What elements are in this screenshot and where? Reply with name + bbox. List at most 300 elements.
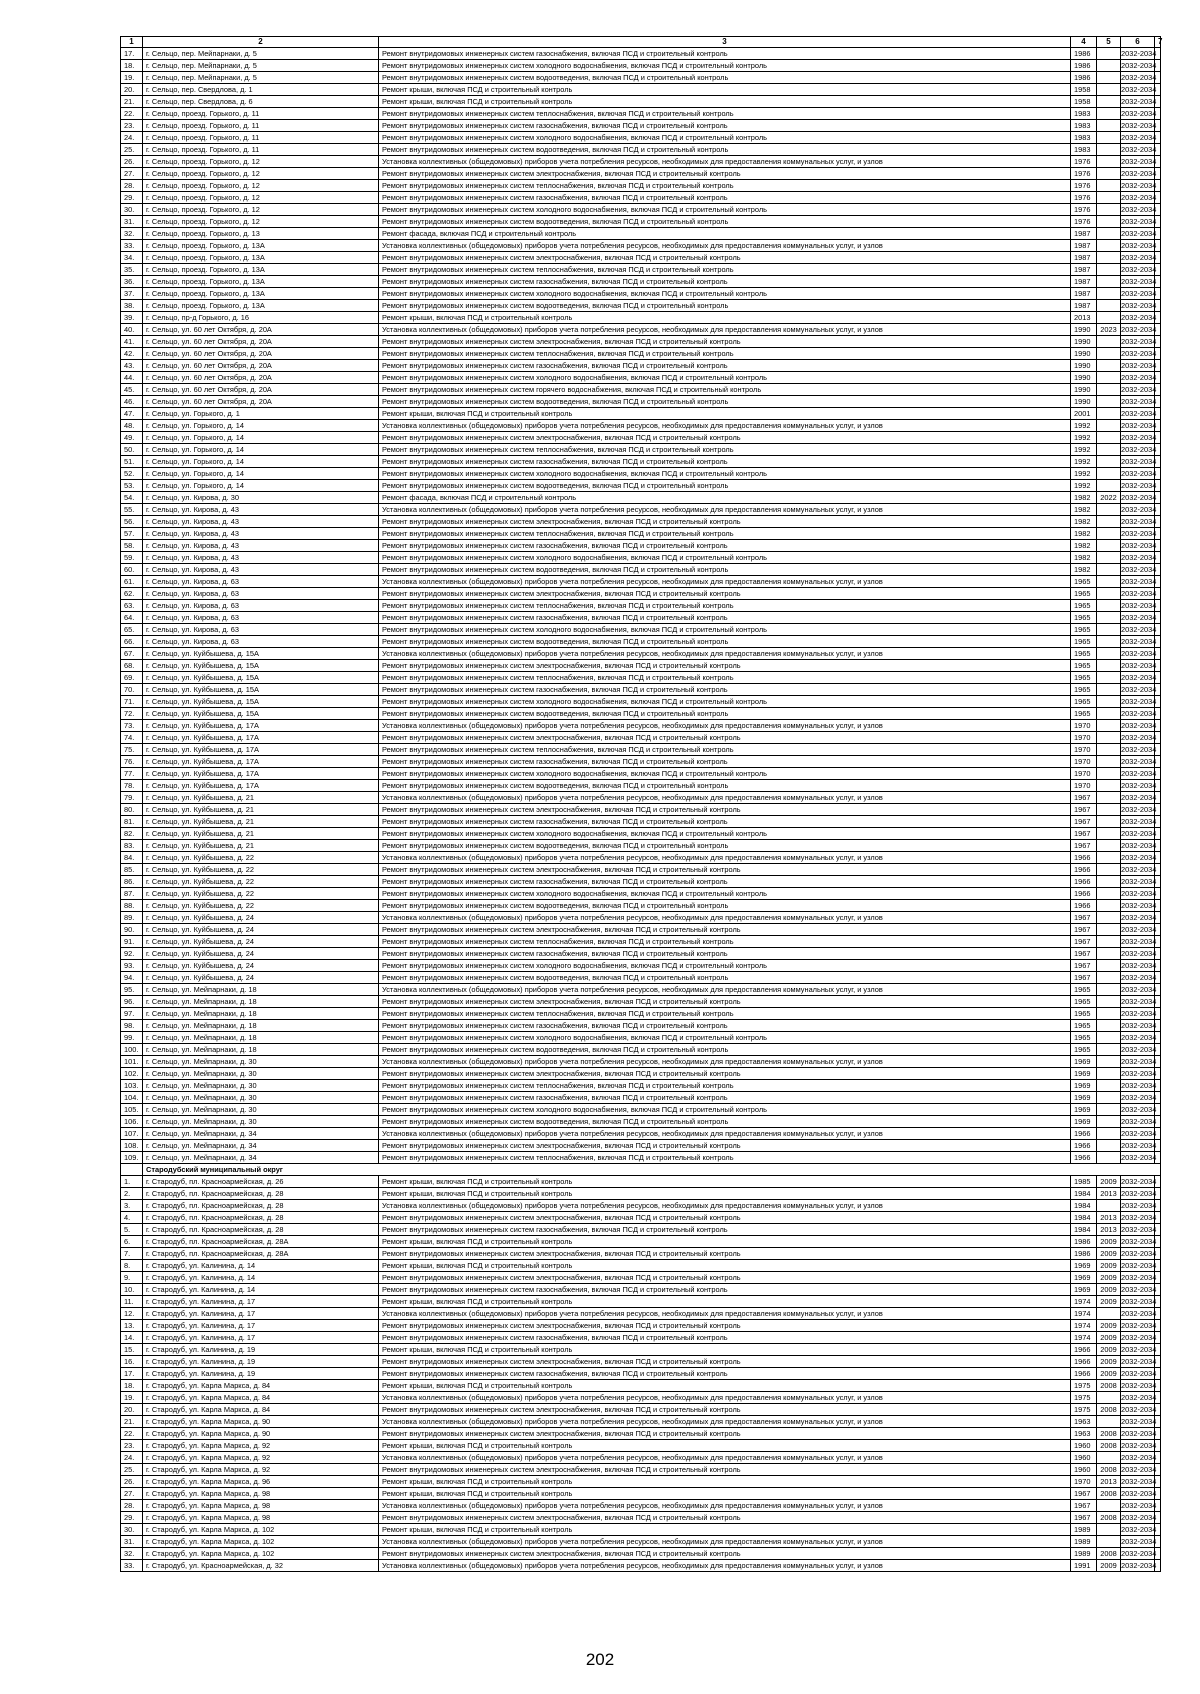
build-year: 1983: [1071, 120, 1097, 132]
table-row: [121, 1272, 1161, 1284]
address: г. Сельцо, ул. Куйбышева, д. 17А: [143, 732, 379, 744]
build-year: 1976: [1071, 204, 1097, 216]
table-row: [121, 372, 1161, 384]
table-row: [121, 96, 1161, 108]
table-row: [121, 456, 1161, 468]
planned-period: 2032-2034: [1121, 936, 1157, 946]
row-number: 53.: [121, 480, 143, 492]
address: г. Сельцо, ул. Куйбышева, д. 21: [143, 840, 379, 852]
table-row: [121, 1512, 1161, 1524]
address: г. Сельцо, пер. Свердлова, д. 6: [143, 96, 379, 108]
build-year: 1969: [1071, 1068, 1097, 1080]
planned-period: 2032-2034: [1121, 288, 1157, 298]
address: г. Сельцо, проезд. Горького, д. 13А: [143, 276, 379, 288]
work-description: Ремонт внутридомовых инженерных систем газоснабжения, включая ПСД и строительный контроль: [379, 756, 1071, 768]
address: г. Сельцо, пер. Мейпарнаки, д. 5: [143, 48, 379, 60]
planned-period: 2032-2034: [1121, 804, 1157, 814]
build-year: 1967: [1071, 948, 1097, 960]
work-description: Ремонт внутридомовых инженерных систем газоснабжения, включая ПСД и строительный контроль: [379, 192, 1071, 204]
row-number: 104.: [121, 1092, 143, 1104]
address: г. Сельцо, ул. Куйбышева, д. 17А: [143, 756, 379, 768]
build-year: 1967: [1071, 972, 1097, 984]
last-repair-year: 2009: [1097, 1332, 1121, 1344]
work-description: Ремонт внутридомовых инженерных систем водоотведения, включая ПСД и строительный контроль: [379, 1116, 1071, 1128]
work-description: Ремонт внутридомовых инженерных систем газоснабжения, включая ПСД и строительный контроль: [379, 684, 1071, 696]
last-repair-year: [1097, 564, 1121, 576]
last-repair-year: [1097, 588, 1121, 600]
work-description: Установка коллективных (общедомовых) приборов учета потребления ресурсов, необходимых для предоставления коммунальных услуг, и узлов: [379, 1128, 1071, 1140]
table-row: [121, 432, 1161, 444]
last-repair-year: [1097, 948, 1121, 960]
table-row: [121, 1332, 1161, 1344]
planned-period: 2032-2034: [1121, 1416, 1157, 1426]
planned-period: 2032-2034: [1121, 1248, 1157, 1258]
address: г. Сельцо, ул. Куйбышева, д. 22: [143, 888, 379, 900]
row-number: 78.: [121, 780, 143, 792]
table-row: [121, 204, 1161, 216]
last-repair-year: [1097, 672, 1121, 684]
address: г. Сельцо, ул. Мейпарнаки, д. 30: [143, 1056, 379, 1068]
planned-period: 2032-2034: [1121, 708, 1157, 718]
address: г. Стародуб, ул. Карла Маркса, д. 102: [143, 1536, 379, 1548]
table-row: [121, 300, 1161, 312]
planned-period: 2032-2034: [1121, 1560, 1157, 1570]
last-repair-year: [1097, 540, 1121, 552]
work-description: Установка коллективных (общедомовых) приборов учета потребления ресурсов, необходимых для предоставления коммунальных услуг, и узлов: [379, 576, 1071, 588]
row-number: 71.: [121, 696, 143, 708]
table-row: [121, 1452, 1161, 1464]
planned-period: 2032-2034: [1121, 48, 1157, 58]
planned-period: 2032-2034: [1121, 1404, 1157, 1414]
table-row: [121, 336, 1161, 348]
work-description: Ремонт внутридомовых инженерных систем электроснабжения, включая ПСД и строительный контроль: [379, 804, 1071, 816]
work-description: Установка коллективных (общедомовых) приборов учета потребления ресурсов, необходимых для предоставления коммунальных услуг, и узлов: [379, 1416, 1071, 1428]
planned-period: 2032-2034: [1121, 228, 1157, 238]
build-year: 1987: [1071, 300, 1097, 312]
table-row: [121, 480, 1161, 492]
row-number: 82.: [121, 828, 143, 840]
address: г. Сельцо, ул. Куйбышева, д. 24: [143, 972, 379, 984]
table-row: [121, 1140, 1161, 1152]
work-description: Ремонт внутридомовых инженерных систем электроснабжения, включая ПСД и строительный контроль: [379, 336, 1071, 348]
address: г. Сельцо, ул. Кирова, д. 43: [143, 552, 379, 564]
planned-period: 2032-2034: [1121, 132, 1157, 142]
table-row: [121, 1044, 1161, 1056]
column-number-row: [121, 37, 1161, 48]
table-row: [121, 792, 1161, 804]
row-number: 87.: [121, 888, 143, 900]
work-description: Установка коллективных (общедомовых) приборов учета потребления ресурсов, необходимых для предоставления коммунальных услуг, и узлов: [379, 1536, 1071, 1548]
work-description: Ремонт внутридомовых инженерных систем электроснабжения, включая ПСД и строительный контроль: [379, 1140, 1071, 1152]
address: г. Стародуб, ул. Карла Маркса, д. 96: [143, 1476, 379, 1488]
last-repair-year: [1097, 936, 1121, 948]
planned-period: 2032-2034: [1121, 1308, 1157, 1318]
build-year: 1967: [1071, 1500, 1097, 1512]
row-number: 4.: [121, 1212, 143, 1224]
last-repair-year: [1097, 1524, 1121, 1536]
work-description: Ремонт внутридомовых инженерных систем электроснабжения, включая ПСД и строительный контроль: [379, 1068, 1071, 1080]
last-repair-year: [1097, 1116, 1121, 1128]
planned-period: 2032-2034: [1121, 204, 1157, 214]
row-number: 16.: [121, 1356, 143, 1368]
work-description: Ремонт внутридомовых инженерных систем холодного водоснабжения, включая ПСД и строительный контроль: [379, 1104, 1071, 1116]
planned-period: 2032-2034: [1121, 84, 1157, 94]
row-number: 89.: [121, 912, 143, 924]
table-row: [121, 60, 1161, 72]
address: г. Сельцо, ул. Кирова, д. 63: [143, 624, 379, 636]
last-repair-year: [1097, 132, 1121, 144]
table-row: [121, 396, 1161, 408]
planned-period: 2032-2034: [1121, 348, 1157, 358]
table-row: [121, 732, 1161, 744]
last-repair-year: 2008: [1097, 1464, 1121, 1476]
row-number: 12.: [121, 1308, 143, 1320]
table-row: [121, 1548, 1161, 1560]
last-repair-year: [1097, 660, 1121, 672]
planned-period: 2032-2034: [1121, 276, 1157, 286]
build-year: 1963: [1071, 1428, 1097, 1440]
work-description: Ремонт крыши, включая ПСД и строительный контроль: [379, 408, 1071, 420]
build-year: 1965: [1071, 1044, 1097, 1056]
row-number: 18.: [121, 1380, 143, 1392]
address: г. Стародуб, пл. Красноармейская, д. 28: [143, 1200, 379, 1212]
work-description: Ремонт внутридомовых инженерных систем холодного водоснабжения, включая ПСД и строительный контроль: [379, 552, 1071, 564]
address: г. Стародуб, ул. Калинина, д. 19: [143, 1368, 379, 1380]
work-description: Ремонт внутридомовых инженерных систем водоотведения, включая ПСД и строительный контроль: [379, 708, 1071, 720]
address: г. Сельцо, ул. 60 лет Октября, д. 20А: [143, 384, 379, 396]
last-repair-year: [1097, 1140, 1121, 1152]
row-number: 10.: [121, 1284, 143, 1296]
last-repair-year: [1097, 816, 1121, 828]
work-description: Ремонт внутридомовых инженерных систем электроснабжения, включая ПСД и строительный контроль: [379, 168, 1071, 180]
build-year: 1958: [1071, 96, 1097, 108]
work-description: Ремонт крыши, включая ПСД и строительный контроль: [379, 84, 1071, 96]
address: г. Сельцо, ул. Куйбышева, д. 21: [143, 816, 379, 828]
build-year: 1969: [1071, 1260, 1097, 1272]
table-row: [121, 252, 1161, 264]
row-number: 24.: [121, 1452, 143, 1464]
build-year: 1965: [1071, 612, 1097, 624]
row-number: 28.: [121, 1500, 143, 1512]
table-row: [121, 312, 1161, 324]
table-row: [121, 420, 1161, 432]
table-row: [121, 852, 1161, 864]
work-description: Ремонт внутридомовых инженерных систем газоснабжения, включая ПСД и строительный контроль: [379, 612, 1071, 624]
planned-period: 2032-2034: [1121, 600, 1157, 610]
section-row: [121, 1164, 1161, 1176]
last-repair-year: [1097, 192, 1121, 204]
work-description: Ремонт крыши, включая ПСД и строительный контроль: [379, 1260, 1071, 1272]
work-description: Ремонт внутридомовых инженерных систем теплоснабжения, включая ПСД и строительный контроль: [379, 528, 1071, 540]
planned-period: 2032-2034: [1121, 1212, 1157, 1222]
build-year: 1992: [1071, 456, 1097, 468]
row-number: 22.: [121, 108, 143, 120]
address: г. Стародуб, пл. Красноармейская, д. 28: [143, 1212, 379, 1224]
address: г. Сельцо, ул. 60 лет Октября, д. 20А: [143, 336, 379, 348]
table-row: [121, 564, 1161, 576]
last-repair-year: 2009: [1097, 1560, 1121, 1572]
build-year: 1986: [1071, 48, 1097, 60]
table-row: [121, 276, 1161, 288]
work-description: Ремонт внутридомовых инженерных систем водоотведения, включая ПСД и строительный контроль: [379, 300, 1071, 312]
row-number: 56.: [121, 516, 143, 528]
last-repair-year: [1097, 1020, 1121, 1032]
row-number: 103.: [121, 1080, 143, 1092]
address: г. Сельцо, ул. Кирова, д. 43: [143, 540, 379, 552]
last-repair-year: 2008: [1097, 1440, 1121, 1452]
row-number: 36.: [121, 276, 143, 288]
last-repair-year: [1097, 1308, 1121, 1320]
planned-period: 2032-2034: [1121, 768, 1157, 778]
build-year: 1965: [1071, 600, 1097, 612]
build-year: 1976: [1071, 168, 1097, 180]
address: г. Стародуб, ул. Калинина, д. 19: [143, 1356, 379, 1368]
address: г. Сельцо, ул. Кирова, д. 43: [143, 528, 379, 540]
last-repair-year: 2013: [1097, 1212, 1121, 1224]
work-description: Ремонт внутридомовых инженерных систем теплоснабжения, включая ПСД и строительный контроль: [379, 1008, 1071, 1020]
table-row: [121, 1320, 1161, 1332]
work-description: Ремонт внутридомовых инженерных систем электроснабжения, включая ПСД и строительный контроль: [379, 924, 1071, 936]
work-description: Ремонт внутридомовых инженерных систем водоотведения, включая ПСД и строительный контроль: [379, 900, 1071, 912]
planned-period: 2032-2034: [1121, 1080, 1157, 1090]
build-year: 1969: [1071, 1272, 1097, 1284]
table-row: [121, 1488, 1161, 1500]
work-description: Ремонт внутридомовых инженерных систем газоснабжения, включая ПСД и строительный контроль: [379, 360, 1071, 372]
last-repair-year: [1097, 288, 1121, 300]
planned-period: 2032-2034: [1121, 1380, 1157, 1390]
build-year: 1992: [1071, 444, 1097, 456]
row-number: 46.: [121, 396, 143, 408]
address: г. Сельцо, ул. 60 лет Октября, д. 20А: [143, 372, 379, 384]
row-number: 91.: [121, 936, 143, 948]
row-number: 3.: [121, 1200, 143, 1212]
work-description: Ремонт внутридомовых инженерных систем электроснабжения, включая ПСД и строительный контроль: [379, 1248, 1071, 1260]
table-row: [121, 696, 1161, 708]
planned-period: 2032-2034: [1121, 252, 1157, 262]
address: г. Стародуб, ул. Калинина, д. 14: [143, 1284, 379, 1296]
planned-period: 2032-2034: [1121, 540, 1157, 550]
table-row: [121, 648, 1161, 660]
table-row: [121, 1104, 1161, 1116]
build-year: 1987: [1071, 264, 1097, 276]
work-description: Ремонт внутридомовых инженерных систем электроснабжения, включая ПСД и строительный контроль: [379, 252, 1071, 264]
build-year: 1970: [1071, 1476, 1097, 1488]
planned-period: 2032-2034: [1121, 1020, 1157, 1030]
row-number: 98.: [121, 1020, 143, 1032]
row-number: 69.: [121, 672, 143, 684]
table-row: [121, 924, 1161, 936]
planned-period: 2032-2034: [1121, 144, 1157, 154]
build-year: 1987: [1071, 252, 1097, 264]
work-description: Ремонт внутридомовых инженерных систем газоснабжения, включая ПСД и строительный контроль: [379, 1368, 1071, 1380]
last-repair-year: [1097, 636, 1121, 648]
planned-period: 2032-2034: [1121, 396, 1157, 406]
planned-period: 2032-2034: [1121, 744, 1157, 754]
last-repair-year: 2009: [1097, 1272, 1121, 1284]
table-row: [121, 1536, 1161, 1548]
row-number: 88.: [121, 900, 143, 912]
column-header: 1: [121, 37, 143, 48]
row-number: 39.: [121, 312, 143, 324]
address: г. Стародуб, пл. Красноармейская, д. 28А: [143, 1236, 379, 1248]
row-number: 61.: [121, 576, 143, 588]
last-repair-year: [1097, 120, 1121, 132]
last-repair-year: [1097, 996, 1121, 1008]
row-number: 47.: [121, 408, 143, 420]
planned-period: 2032-2034: [1121, 504, 1157, 514]
last-repair-year: [1097, 1080, 1121, 1092]
build-year: 1965: [1071, 1032, 1097, 1044]
address: г. Сельцо, ул. Кирова, д. 63: [143, 588, 379, 600]
build-year: 1985: [1071, 1176, 1097, 1188]
page-number: 202: [585, 1650, 615, 1669]
work-description: Ремонт внутридомовых инженерных систем газоснабжения, включая ПСД и строительный контроль: [379, 276, 1071, 288]
planned-period: 2032-2034: [1121, 828, 1157, 838]
address: г. Сельцо, ул. Куйбышева, д. 21: [143, 792, 379, 804]
planned-period: 2032-2034: [1121, 960, 1157, 970]
table-row: [121, 876, 1161, 888]
build-year: 1969: [1071, 1056, 1097, 1068]
table-row: [121, 1176, 1161, 1188]
last-repair-year: 2009: [1097, 1176, 1121, 1188]
row-number: 72.: [121, 708, 143, 720]
last-repair-year: 2009: [1097, 1248, 1121, 1260]
address: г. Сельцо, проезд. Горького, д. 13А: [143, 252, 379, 264]
build-year: 1975: [1071, 1380, 1097, 1392]
column-header: 2: [143, 37, 379, 48]
address: г. Стародуб, ул. Карла Маркса, д. 90: [143, 1428, 379, 1440]
work-description: Ремонт внутридомовых инженерных систем водоотведения, включая ПСД и строительный контроль: [379, 564, 1071, 576]
address: г. Сельцо, ул. Горького, д. 14: [143, 420, 379, 432]
address: г. Сельцо, ул. Кирова, д. 63: [143, 600, 379, 612]
last-repair-year: [1097, 312, 1121, 324]
last-repair-year: [1097, 1416, 1121, 1428]
address: г. Сельцо, ул. Куйбышева, д. 21: [143, 828, 379, 840]
last-repair-year: [1097, 1128, 1121, 1140]
table-row: [121, 996, 1161, 1008]
row-number: 95.: [121, 984, 143, 996]
last-repair-year: [1097, 240, 1121, 252]
row-number: 44.: [121, 372, 143, 384]
address: г. Стародуб, пл. Красноармейская, д. 28: [143, 1224, 379, 1236]
row-number: 25.: [121, 144, 143, 156]
build-year: 1983: [1071, 108, 1097, 120]
address: г. Сельцо, ул. Куйбышева, д. 15А: [143, 660, 379, 672]
last-repair-year: [1097, 552, 1121, 564]
address: г. Сельцо, ул. 60 лет Октября, д. 20А: [143, 396, 379, 408]
work-description: Ремонт внутридомовых инженерных систем водоотведения, включая ПСД и строительный контроль: [379, 972, 1071, 984]
last-repair-year: [1097, 600, 1121, 612]
row-number: 5.: [121, 1224, 143, 1236]
planned-period: 2032-2034: [1121, 840, 1157, 850]
row-number: 37.: [121, 288, 143, 300]
last-repair-year: 2009: [1097, 1296, 1121, 1308]
build-year: 1969: [1071, 1284, 1097, 1296]
table-row: [121, 1404, 1161, 1416]
address: г. Сельцо, ул. Куйбышева, д. 15А: [143, 672, 379, 684]
address: г. Сельцо, ул. Мейпарнаки, д. 30: [143, 1092, 379, 1104]
build-year: 1965: [1071, 648, 1097, 660]
address: г. Сельцо, ул. Куйбышева, д. 22: [143, 876, 379, 888]
last-repair-year: 2013: [1097, 1476, 1121, 1488]
build-year: 1987: [1071, 276, 1097, 288]
last-repair-year: 2009: [1097, 1320, 1121, 1332]
row-number: 6.: [121, 1236, 143, 1248]
table-row: [121, 288, 1161, 300]
build-year: 1986: [1071, 1236, 1097, 1248]
work-description: Ремонт внутридомовых инженерных систем электроснабжения, включая ПСД и строительный контроль: [379, 588, 1071, 600]
table-row: [121, 972, 1161, 984]
planned-period: 2032-2034: [1121, 684, 1157, 694]
table-row: [121, 84, 1161, 96]
planned-period: 2032-2034: [1121, 1476, 1157, 1486]
work-description: Ремонт внутридомовых инженерных систем электроснабжения, включая ПСД и строительный контроль: [379, 1548, 1071, 1560]
address: г. Стародуб, пл. Красноармейская, д. 26: [143, 1176, 379, 1188]
row-number: 18.: [121, 60, 143, 72]
last-repair-year: [1097, 960, 1121, 972]
table-row: [121, 744, 1161, 756]
address: г. Сельцо, ул. Кирова, д. 63: [143, 636, 379, 648]
build-year: 1965: [1071, 1020, 1097, 1032]
build-year: 1974: [1071, 1296, 1097, 1308]
last-repair-year: [1097, 648, 1121, 660]
work-description: Ремонт внутридомовых инженерных систем электроснабжения, включая ПСД и строительный контроль: [379, 1428, 1071, 1440]
row-number: 20.: [121, 84, 143, 96]
row-number: 100.: [121, 1044, 143, 1056]
table-row: [121, 576, 1161, 588]
column-header: 7: [1155, 37, 1161, 48]
build-year: 1966: [1071, 1344, 1097, 1356]
build-year: 1966: [1071, 864, 1097, 876]
row-number: 81.: [121, 816, 143, 828]
table-row: [121, 588, 1161, 600]
row-number: 54.: [121, 492, 143, 504]
planned-period: 2032-2034: [1121, 1152, 1157, 1162]
planned-period: 2032-2034: [1121, 1272, 1157, 1282]
build-year: 1965: [1071, 636, 1097, 648]
build-year: 1990: [1071, 396, 1097, 408]
build-year: 1967: [1071, 816, 1097, 828]
work-description: Ремонт внутридомовых инженерных систем холодного водоснабжения, включая ПСД и строительный контроль: [379, 1032, 1071, 1044]
last-repair-year: [1097, 768, 1121, 780]
work-description: Установка коллективных (общедомовых) приборов учета потребления ресурсов, необходимых для предоставления коммунальных услуг, и узлов: [379, 792, 1071, 804]
row-number: 68.: [121, 660, 143, 672]
address: г. Стародуб, ул. Калинина, д. 17: [143, 1296, 379, 1308]
build-year: 1966: [1071, 1152, 1097, 1164]
last-repair-year: [1097, 72, 1121, 84]
build-year: 1967: [1071, 912, 1097, 924]
planned-period: 2032-2034: [1121, 996, 1157, 1006]
address: г. Сельцо, ул. Горького, д. 14: [143, 456, 379, 468]
address: г. Сельцо, проезд. Горького, д. 13А: [143, 240, 379, 252]
address: г. Стародуб, ул. Карла Маркса, д. 98: [143, 1500, 379, 1512]
work-description: Ремонт крыши, включая ПСД и строительный контроль: [379, 1476, 1071, 1488]
row-number: 94.: [121, 972, 143, 984]
table-row: [121, 348, 1161, 360]
work-description: Ремонт внутридомовых инженерных систем холодного водоснабжения, включая ПСД и строительный контроль: [379, 888, 1071, 900]
planned-period: 2032-2034: [1121, 1548, 1157, 1558]
build-year: 1982: [1071, 552, 1097, 564]
table-row: [121, 840, 1161, 852]
planned-period: 2032-2034: [1121, 1116, 1157, 1126]
planned-period: 2032-2034: [1121, 948, 1157, 958]
build-year: 1991: [1071, 1560, 1097, 1572]
row-number: 27.: [121, 1488, 143, 1500]
table-row: [121, 1116, 1161, 1128]
table-row: [121, 1248, 1161, 1260]
row-number: 86.: [121, 876, 143, 888]
row-number: 102.: [121, 1068, 143, 1080]
